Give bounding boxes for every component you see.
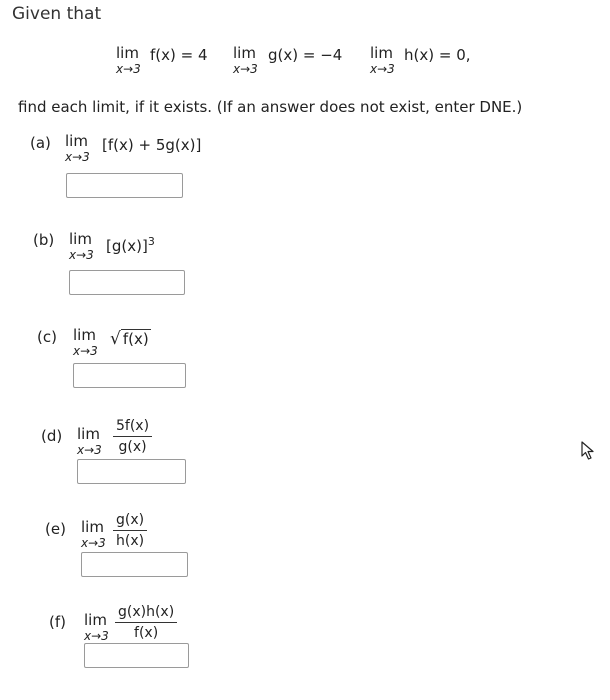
part-c-label: (c) [37,328,57,346]
part-e-answer-input[interactable] [81,552,188,577]
given-limit-f [116,46,141,75]
given-limit-h [370,46,395,75]
part-b-base: [g(x)] [106,237,148,255]
part-c-sqrt [110,329,151,349]
lim-word: lim [73,326,96,344]
part-d-fraction [113,418,152,455]
lim-subscript: x→3 [370,62,395,76]
part-e-fraction [113,512,147,549]
lim-subscript: x→3 [233,62,258,76]
part-c-radicand: f(x) [122,330,149,348]
part-a-limit [65,134,90,163]
denominator: f(x) [134,625,159,641]
given-expr-h: h(x) = 0, [404,46,471,64]
part-e-label: (e) [45,520,66,538]
part-a-answer-input[interactable] [66,173,183,198]
lim-word: lim [84,611,107,629]
lim-word: lim [233,44,256,62]
part-d-answer-input[interactable] [77,459,186,484]
denominator: h(x) [116,533,145,549]
part-b-label: (b) [33,231,55,249]
mouse-pointer-icon [581,441,597,461]
numerator: g(x) [116,512,145,528]
lim-subscript: x→3 [116,62,141,76]
part-c-answer-input[interactable] [73,363,186,388]
lim-word: lim [116,44,139,62]
lim-subscript: x→3 [65,150,90,164]
lim-word: lim [65,132,88,150]
part-b-answer-input[interactable] [69,270,185,295]
lim-subscript: x→3 [81,536,106,550]
part-f-fraction [115,604,177,641]
part-b-expression [106,235,155,255]
lim-word: lim [370,44,393,62]
part-d-limit [77,427,102,456]
part-f-answer-input[interactable] [84,643,189,668]
instruction-text: find each limit, if it exists. (If an answer does not exist, enter DNE.) [18,98,523,116]
given-limit-g [233,46,258,75]
page-title: Given that [12,4,102,24]
lim-word: lim [81,518,104,536]
part-b-exponent: 3 [147,235,155,248]
lim-word: lim [77,425,100,443]
radical-sign: √ [110,329,121,349]
part-d-label: (d) [41,427,63,445]
numerator: 5f(x) [116,418,150,434]
part-f-limit [84,613,109,642]
given-expr-g: g(x) = −4 [268,46,343,64]
part-f-label: (f) [49,613,66,631]
part-a-expression: [f(x) + 5g(x)] [102,136,202,154]
part-b-limit [69,232,94,261]
part-a-label: (a) [30,134,51,152]
part-c-limit [73,328,98,357]
lim-word: lim [69,230,92,248]
lim-subscript: x→3 [69,248,94,262]
fraction-bar [113,436,152,437]
fraction-bar [115,622,177,623]
lim-subscript: x→3 [73,344,98,358]
lim-subscript: x→3 [77,443,102,457]
denominator: g(x) [118,439,147,455]
lim-subscript: x→3 [84,629,109,643]
numerator: g(x)h(x) [118,604,175,620]
given-expr-f: f(x) = 4 [150,46,208,64]
part-e-limit [81,520,106,549]
fraction-bar [113,530,147,531]
